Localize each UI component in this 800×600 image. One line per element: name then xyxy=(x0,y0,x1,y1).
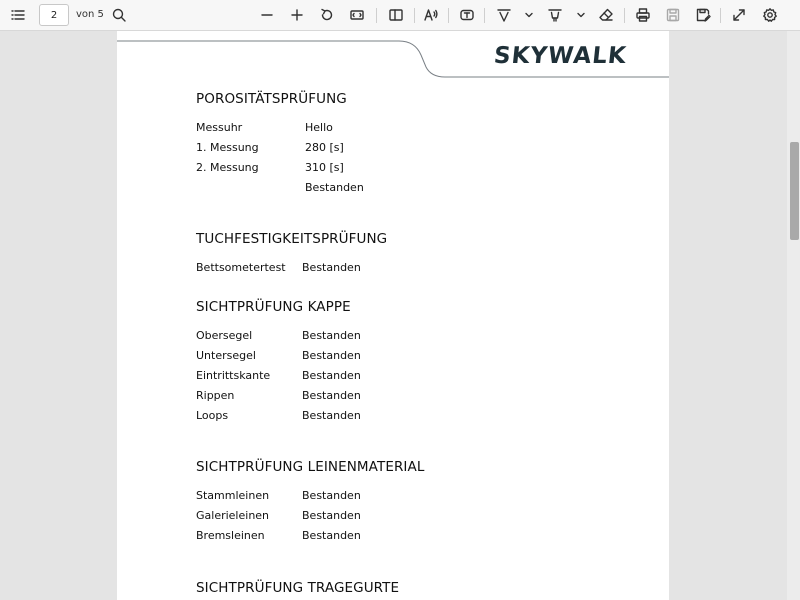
row-label: 1. Messung xyxy=(196,141,259,154)
row-value: Bestanden xyxy=(302,349,361,362)
row-label: Stammleinen xyxy=(196,489,270,502)
toolbar-divider xyxy=(624,8,625,23)
eraser-icon[interactable] xyxy=(595,4,617,26)
section-heading: TUCHFESTIGKEITSPRÜFUNG xyxy=(196,231,388,247)
row-value: Bestanden xyxy=(302,509,361,522)
row-label: Bremsleinen xyxy=(196,529,265,542)
toolbar-divider xyxy=(448,8,449,23)
row-value: Bestanden xyxy=(302,409,361,422)
row-label: Untersegel xyxy=(196,349,256,362)
fullscreen-icon[interactable] xyxy=(728,4,750,26)
section-heading: SICHTPRÜFUNG KAPPE xyxy=(196,299,351,315)
row-label: 2. Messung xyxy=(196,161,259,174)
section-heading: SICHTPRÜFUNG LEINENMATERIAL xyxy=(196,459,425,475)
row-label: Messuhr xyxy=(196,121,243,134)
save-as-icon[interactable] xyxy=(692,4,714,26)
toolbar-divider xyxy=(720,8,721,23)
section-heading: SICHTPRÜFUNG TRAGEGURTE xyxy=(196,580,400,596)
row-value: Bestanden xyxy=(302,329,361,342)
text-box-icon[interactable] xyxy=(456,4,478,26)
page-total-label: von 5 xyxy=(76,9,104,20)
row-value: Bestanden xyxy=(302,529,361,542)
draw-icon[interactable] xyxy=(493,4,515,26)
row-value: Hello xyxy=(305,121,333,134)
page-number-input[interactable] xyxy=(39,4,69,26)
toolbar-divider xyxy=(376,8,377,23)
toolbar-divider xyxy=(484,8,485,23)
row-label: Eintrittskante xyxy=(196,369,271,382)
zoom-out-icon[interactable] xyxy=(256,4,278,26)
highlight-icon[interactable] xyxy=(544,4,566,26)
row-value: Bestanden xyxy=(302,489,361,502)
section-heading: POROSITÄTSPRÜFUNG xyxy=(196,91,347,107)
zoom-in-icon[interactable] xyxy=(286,4,308,26)
scrollbar-thumb[interactable] xyxy=(790,142,799,240)
contents-icon[interactable] xyxy=(7,4,29,26)
row-label: Obersegel xyxy=(196,329,253,342)
chevron-down-icon[interactable] xyxy=(518,4,540,26)
row-value: Bestanden xyxy=(302,369,361,382)
page-view-icon[interactable] xyxy=(385,4,407,26)
settings-icon[interactable] xyxy=(759,4,781,26)
pdf-toolbar xyxy=(0,0,800,31)
row-value: 310 [s] xyxy=(305,161,344,174)
row-label: Galerieleinen xyxy=(196,509,270,522)
row-value: Bestanden xyxy=(302,389,361,402)
pdf-page xyxy=(117,31,669,600)
row-label: Bettsometertest xyxy=(196,261,286,274)
rotate-icon[interactable] xyxy=(316,4,338,26)
row-label: Rippen xyxy=(196,389,235,402)
row-value: 280 [s] xyxy=(305,141,344,154)
read-aloud-icon[interactable] xyxy=(420,4,442,26)
row-value: Bestanden xyxy=(302,261,361,274)
fit-width-icon[interactable] xyxy=(346,4,368,26)
row-value: Bestanden xyxy=(305,181,364,194)
chevron-down-icon[interactable] xyxy=(570,4,592,26)
skywalk-logo: SKYWALK xyxy=(492,43,629,69)
vertical-scrollbar[interactable] xyxy=(787,31,800,600)
save-icon[interactable] xyxy=(662,4,684,26)
print-icon[interactable] xyxy=(632,4,654,26)
search-icon[interactable] xyxy=(108,4,130,26)
row-label: Loops xyxy=(196,409,229,422)
toolbar-divider xyxy=(414,8,415,23)
